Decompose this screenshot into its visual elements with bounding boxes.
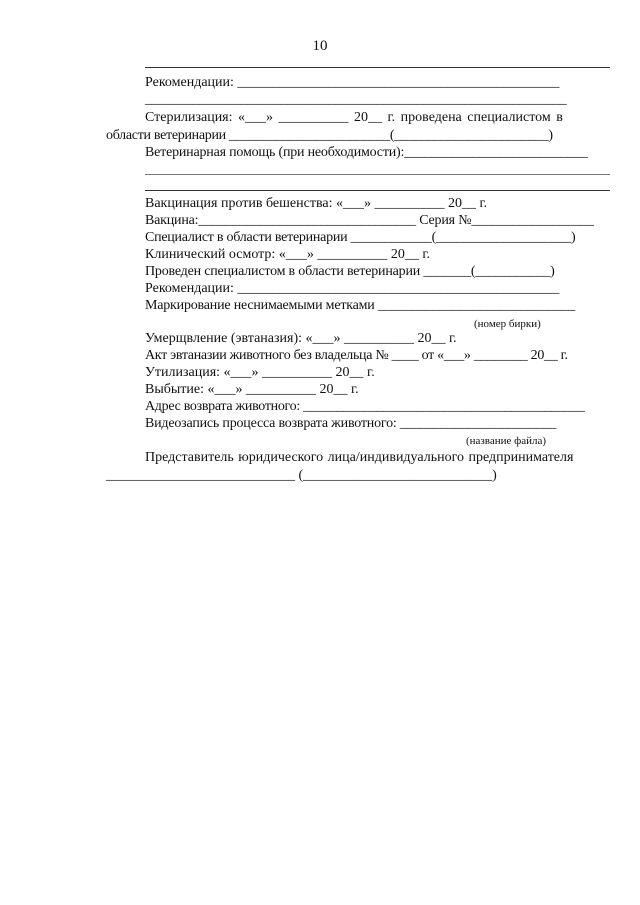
video-record-line: Видеозапись процесса возврата животного: _______________________	[145, 416, 557, 431]
sterilization-line-2: области ветеринарии ________________________(_______________________)	[106, 128, 553, 143]
vet-help-line: Ветеринарная помощь (при необходимости):___________________________	[145, 145, 588, 160]
euthanasia-line: Умерщвление (эвтаназия): «___» __________ 20__ г.	[145, 331, 457, 346]
blank-rule-2	[145, 190, 610, 191]
utilization-line: Утилизация: «___» __________ 20__ г.	[145, 365, 375, 380]
file-name-note: (название файла)	[466, 435, 547, 447]
top-rule	[145, 67, 610, 68]
clinical-exam-line: Клинический осмотр: «___» __________ 20__ г.	[145, 247, 430, 262]
marking-line: Маркирование неснимаемыми метками _____________________________	[145, 298, 576, 313]
exam-by-line: Проведен специалистом в области ветеринарии _______(___________)	[145, 264, 555, 279]
vet-specialist-line: Специалист в области ветеринарии ____________(____________________)	[145, 230, 576, 245]
sterilization-line-1: Стерилизация: «___» __________ 20__ г. проведена специалистом в	[145, 110, 563, 125]
disposal-line: Выбытие: «___» __________ 20__ г.	[145, 382, 359, 397]
recommendations-line-1: Рекомендации: ______________________________________________	[145, 75, 560, 90]
blank-rule-1	[145, 174, 610, 175]
recommendations-line-2: Рекомендации: ______________________________________________	[145, 281, 560, 296]
representative-line: Представитель юридического лица/индивидуального предпринимателя	[145, 450, 574, 465]
separator-line-1: ______________________________________________________________	[145, 92, 567, 107]
page-number: 10	[312, 38, 328, 54]
return-address-line: Адрес возврата животного: __________________________________________	[145, 399, 585, 414]
tag-number-note: (номер бирки)	[474, 318, 541, 330]
euthanasia-act-line: Акт эвтаназии животного без владельца № ____ от «___» ________ 20__ г.	[145, 348, 568, 363]
signature-line: ___________________________ (___________________________)	[106, 468, 497, 483]
vaccine-line: Вакцина:________________________________ Серия №__________________	[145, 213, 594, 228]
rabies-vaccination-line: Вакцинация против бешенства: «___» __________ 20__ г.	[145, 196, 488, 211]
